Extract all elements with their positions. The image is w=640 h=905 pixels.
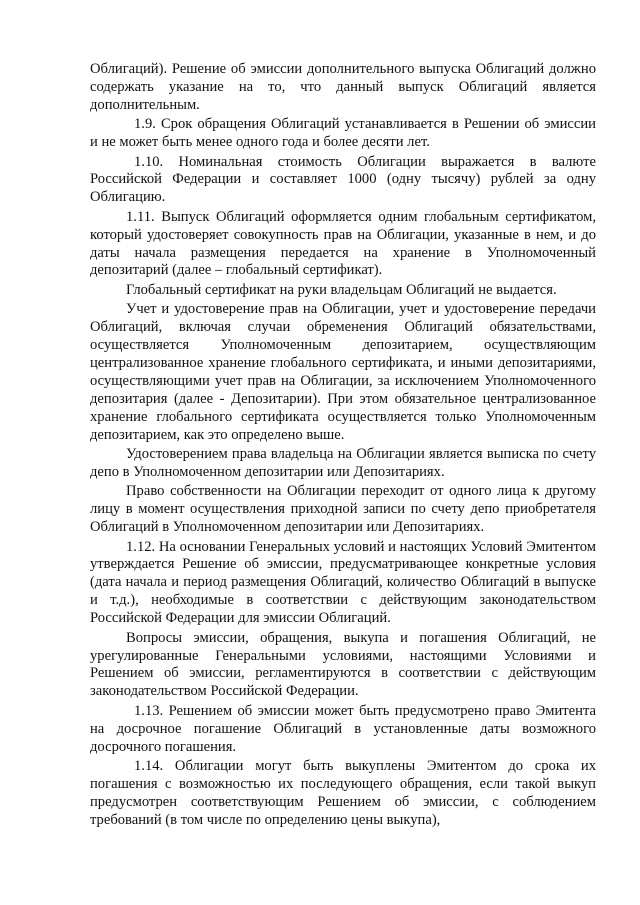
paragraph-text: Номинальная стоимость Облигации выражается в валюте Российской Федерации и составляет 1000 (одну тысячу) рублей за одну Облигацию.: [90, 153, 596, 206]
paragraph-text: Удостоверением права владельца на Облигации является выписка по счету депо в Уполномоченном депозитарии или Депозитариях.: [90, 446, 596, 480]
paragraph-text: Учет и удостоверение прав на Облигации, учет и удостоверение передачи Облигаций, включая случаи обременения Облигаций обязательствами, осуществляется Уполномоченным депозитарием, осуществляющим централизованное хранение глобального сертификата, и иными депозитариями, осуществляющими учет прав на Облигации, за исключением Уполномоченного депозитария (далее - Депозитарии). При этом обязательное централизованное хранение глобального сертификата осуществляется только Уполномоченным депозитарием, как это определено выше.: [90, 301, 596, 443]
paragraph-global-certificate: [90, 282, 596, 300]
paragraph-text: Срок обращения Облигаций устанавливается в Решении об эмиссии и не может быть менее одного года и более десяти лет.: [90, 116, 596, 151]
paragraph-text: Облигаций). Решение об эмиссии дополнительного выпуска Облигаций должно содержать указание на то, что данный выпуск Облигаций является дополнительным.: [90, 61, 596, 113]
paragraph-continuation: [90, 61, 596, 115]
document-body: [90, 61, 596, 831]
paragraph-number: 1.14.: [134, 757, 164, 774]
paragraph-regulation: [90, 630, 596, 702]
paragraph-accounting: [90, 301, 596, 444]
paragraph-number: 1.11.: [126, 208, 155, 225]
paragraph-1-12: [90, 539, 596, 629]
paragraph-text: Глобальный сертификат на руки владельцам Облигаций не выдается.: [126, 281, 557, 298]
paragraph-1-14: [90, 758, 596, 830]
paragraph-text: Право собственности на Облигации переходит от одного лица к другому лицу в момент осуществления приходной записи по счету депо приобретателя Облигаций в Уполномоченном депозитарии или Депозитариях.: [90, 483, 596, 536]
paragraph-text: Решением об эмиссии может быть предусмотрено право Эмитента на досрочное погашение Облигаций в установленные даты возможного досрочного погашения.: [90, 702, 597, 755]
paragraph-number: 1.9.: [134, 116, 156, 133]
paragraph-text: Вопросы эмиссии, обращения, выкупа и погашения Облигаций, не урегулированные Генеральными условиями, настоящими Условиями и Решением об эмиссии, регламентируются в соответствии с действующим законодательством Российской Федерации.: [90, 629, 596, 700]
paragraph-ownership-transfer: [90, 483, 596, 537]
paragraph-1-10: [90, 154, 596, 208]
paragraph-text: На основании Генеральных условий и настоящих Условий Эмитентом утверждается Решение об эмиссии, предусматривающее конкретные условия (дата начала и период размещения Облигаций, количество Облигаций в выпуске и т.д.), необходимые в соответствии с действующим законодательством Российской Федерации для эмиссии Облигаций.: [90, 538, 596, 627]
paragraph-1-13: [90, 703, 596, 757]
paragraph-number: 1.12.: [126, 538, 156, 555]
paragraph-1-11: [90, 209, 596, 281]
paragraph-number: 1.13.: [134, 702, 164, 719]
paragraph-text: Выпуск Облигаций оформляется одним глобальным сертификатом, который удостоверяет совокупность прав на Облигации, указанные в нем, и до даты начала размещения передается на хранение в Уполномоченный депозитарий (далее – глобальный сертификат).: [90, 208, 596, 279]
paragraph-text: Облигации могут быть выкуплены Эмитентом до срока их погашения с возможностью их последующего обращения, если такой выкуп предусмотрен соответствующим Решением об эмиссии, с соблюдением требований (в том числе по определению цены выкупа),: [90, 757, 596, 828]
paragraph-number: 1.10.: [134, 153, 164, 170]
paragraph-ownership-proof: [90, 446, 596, 482]
paragraph-1-9: [90, 116, 596, 152]
